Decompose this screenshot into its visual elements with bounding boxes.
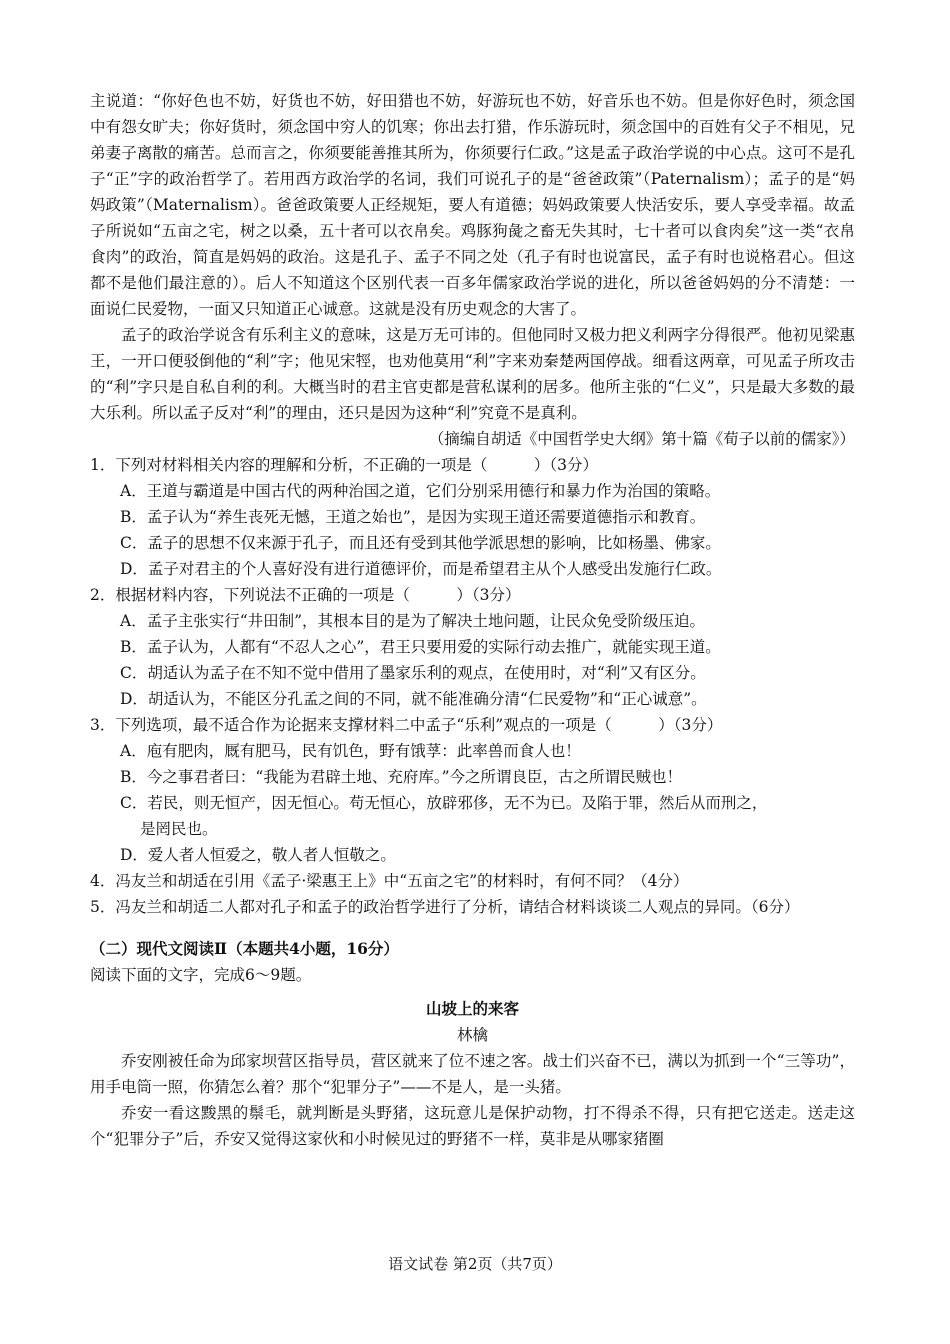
question-2 [90,582,855,712]
question-stem: 2．根据材料内容，下列说法不正确的一项是（ ）（3分） [90,586,521,604]
article-title: 山坡上的来客 [425,999,519,1018]
option-a: A．王道与霸道是中国古代的两种治国之道，它们分别采用德行和暴力作为治国的策略。 [120,482,721,500]
option-b: B．今之事君者曰：“我能为君辟土地、充府库。”今之所谓良臣，古之所谓民贼也！ [120,768,682,786]
option-b: B．孟子认为“养生丧死无憾，王道之始也”，是因为实现王道还需要道德指示和教育。 [120,508,706,526]
section-instruction: 阅读下面的文字，完成6～9题。 [90,966,312,984]
question-stem: 1．下列对材料相关内容的理解和分析，不正确的一项是（ ）（3分） [90,456,598,474]
option-a: A．孟子主张实行“井田制”，其根本目的是为了解决土地问题，让民众免受阶级压迫。 [120,612,706,630]
exam-page [90,88,855,1152]
source-citation: （摘编自胡适《中国哲学史大纲》第十篇《荀子以前的儒家》） [428,430,855,448]
question-stem: 3．下列选项，最不适合作为论据来支撑材料二中孟子“乐利”观点的一项是（ ）（3分） [90,716,723,734]
article-paragraph: 乔安刚被任命为邱家坝营区指导员，营区就来了位不速之客。战士们兴奋不已，满以为抓到一个“三等功”，用手电筒一照，你猜怎么着？那个“犯罪分子”——不是人，是一头猪。 [90,1052,855,1096]
option-b: B．孟子认为，人都有“不忍人之心”，君王只要用爱的实际行动去推广，就能实现王道。 [120,638,721,656]
option-d: D．爱人者人恒爱之，敬人者人恒敬之。 [120,846,396,864]
question-5: 5．冯友兰和胡适二人都对孔子和孟子的政治哲学进行了分析，请结合材料谈谈二人观点的异同。（6分） [90,898,800,916]
option-c: C．孟子的思想不仅来源于孔子，而且还有受到其他学派思想的影响，比如杨墨、佛家。 [120,534,721,552]
question-3 [90,712,855,868]
article-paragraph: 乔安一看这黢黑的鬃毛，就判断是头野猪，这玩意儿是保护动物，打不得杀不得，只有把它送走。送走这个“犯罪分子”后，乔安又觉得这家伙和小时候见过的野猪不一样，莫非是从哪家猪圈 [90,1104,855,1148]
option-c: C．胡适认为孟子在不知不觉中借用了墨家乐利的观点，在使用时，对“利”又有区分。 [120,664,706,682]
option-d: D．胡适认为，不能区分孔孟之间的不同，就不能准确分清“仁民爱物”和“正心诚意”。 [120,690,707,708]
page-footer: 语文试卷 第2页（共7页） [388,1255,562,1273]
option-a: A．庖有肥肉，厩有肥马，民有饥色，野有饿莩：此率兽而食人也！ [120,742,581,760]
question-4: 4．冯友兰和胡适在引用《孟子·梁惠王上》中“五亩之宅”的材料时，有何不同？（4分） [90,872,689,890]
article-author: 林檎 [456,1026,488,1044]
option-d: D．孟子对君主的个人喜好没有进行道德评价，而是希望君主从个人感受出发施行仁政。 [120,560,722,578]
passage-paragraph: 主说道：“你好色也不妨，好货也不妨，好田猎也不妨，好游玩也不妨，好音乐也不妨。但是你好色时，须念国中有怨女旷夫；你好货时，须念国中穷人的饥寒；你出去打猎，作乐游玩时，须念国中的百姓有父子不相见，兄弟妻子离散的痛苦。总而言之，你须要能善推其所为，你须要行仁政。”这是孟子政治学说的中心点。这可不是孔子“正”字的政治哲学了。若用西方政治学的名词，我们可说孔子的是“爸爸政策”（Paternalism）；孟子的是“妈妈政策”（Maternalism）。爸爸政策要人正经规矩，要人有道德；妈妈政策要人快活安乐，要人享受幸福。故孟子所说如“五亩之宅，树之以桑，五十者可以衣帛矣。鸡豚狗彘之畜无失其时，七十者可以食肉矣”这一类“衣帛食肉”的政治，简直是妈妈的政治。这是孔子、孟子不同之处（孔子有时也说富民，孟子有时也说格君心。但这都不是他们最注意的）。后人不知道这个区别代表一百多年儒家政治学说的进化，所以爸爸妈妈的分不清楚：一面说仁民爱物，一面又只知道正心诚意。这就是没有历史观念的大害了。 [90,92,855,318]
question-1 [90,452,855,582]
option-c: C．若民，则无恒产，因无恒心。苟无恒心，放辟邪侈，无不为已。及陷于罪，然后从而刑之， [120,794,768,812]
passage-paragraph: 孟子的政治学说含有乐利主义的意味，这是万无可讳的。但他同时又极力把义利两字分得很严。他初见梁惠王，一开口便驳倒他的“利”字；他见宋牼，也劝他莫用“利”字来劝秦楚两国停战。细看这两章，可见孟子所攻击的“利”字只是自私自利的利。大概当时的君主官吏都是营私谋利的居多。他所主张的“仁义”，只是最大多数的最大乐利。所以孟子反对“利”的理由，还只是因为这种“利”究竟不是真利。 [90,326,855,422]
option-c-continued: 是罔民也。 [140,820,218,838]
section-heading: （二）现代文阅读Ⅱ（本题共4小题，16分） [90,939,399,958]
